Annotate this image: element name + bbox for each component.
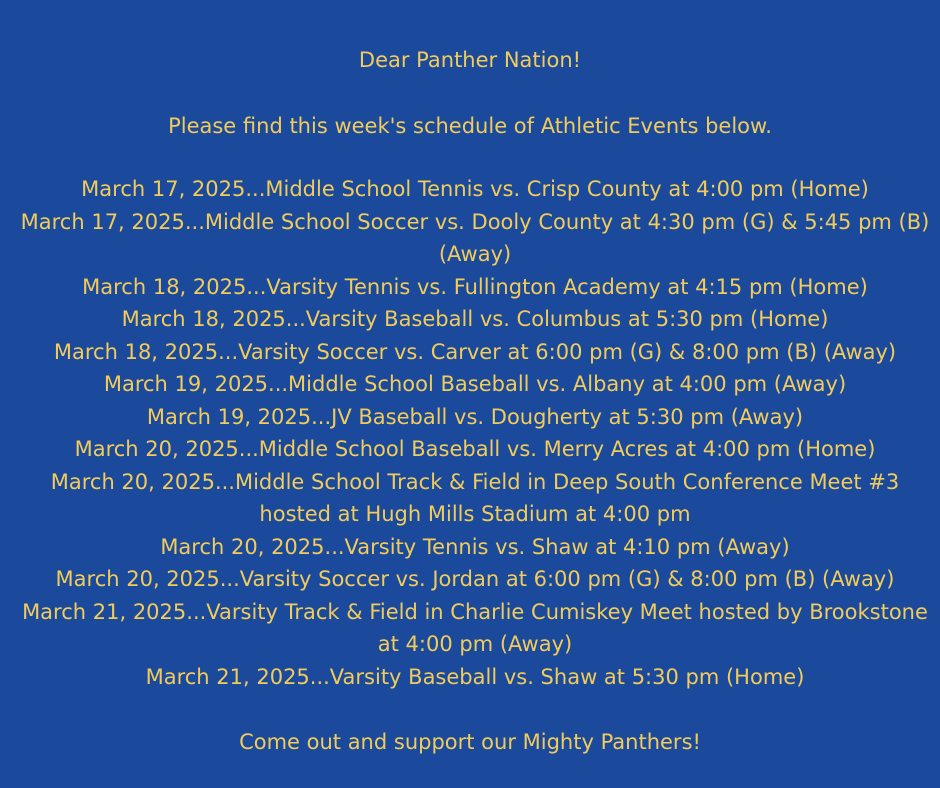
greeting-text: Dear Panther Nation!	[358, 48, 582, 72]
intro-text: Please find this week's schedule of Athletic Events below.	[168, 114, 772, 138]
event-item: March 20, 2025...Middle School Track & Field in Deep South Conference Meet #3 hosted at Hugh Mills Stadium at 4:00 pm	[50, 469, 900, 526]
event-item: March 21, 2025...Varsity Baseball vs. Shaw at 5:30 pm (Home)	[145, 664, 805, 689]
event-item: March 19, 2025...JV Baseball vs. Dougherty at 5:30 pm (Away)	[146, 404, 804, 429]
event-item: March 21, 2025...Varsity Track & Field in Charlie Cumiskey Meet hosted by Brookstone at 4:00 pm (Away)	[22, 599, 928, 656]
event-item: March 20, 2025...Middle School Baseball vs. Merry Acres at 4:00 pm (Home)	[74, 437, 876, 461]
event-item: March 20, 2025...Varsity Soccer vs. Jordan at 6:00 pm (G) & 8:00 pm (B) (Away)	[55, 567, 895, 591]
event-item: March 18, 2025...Varsity Tennis vs. Fullington Academy at 4:15 pm (Home)	[82, 274, 868, 299]
event-item: March 18, 2025...Varsity Baseball vs. Columbus at 5:30 pm (Home)	[121, 307, 829, 331]
event-item: March 18, 2025...Varsity Soccer vs. Carver at 6:00 pm (G) & 8:00 pm (B) (Away)	[53, 339, 897, 364]
event-item: March 19, 2025...Middle School Baseball vs. Albany at 4:00 pm (Away)	[103, 372, 847, 396]
event-item: March 20, 2025...Varsity Tennis vs. Shaw at 4:10 pm (Away)	[160, 534, 790, 559]
event-item: March 17, 2025...Middle School Tennis vs. Crisp County at 4:00 pm (Home)	[81, 177, 869, 201]
event-item: March 17, 2025...Middle School Soccer vs. Dooly County at 4:30 pm (G) & 5:45 pm (B) (Away)	[20, 209, 930, 266]
closing-text: Come out and support our Mighty Panthers!	[239, 730, 701, 754]
event-list	[14, 173, 936, 693]
